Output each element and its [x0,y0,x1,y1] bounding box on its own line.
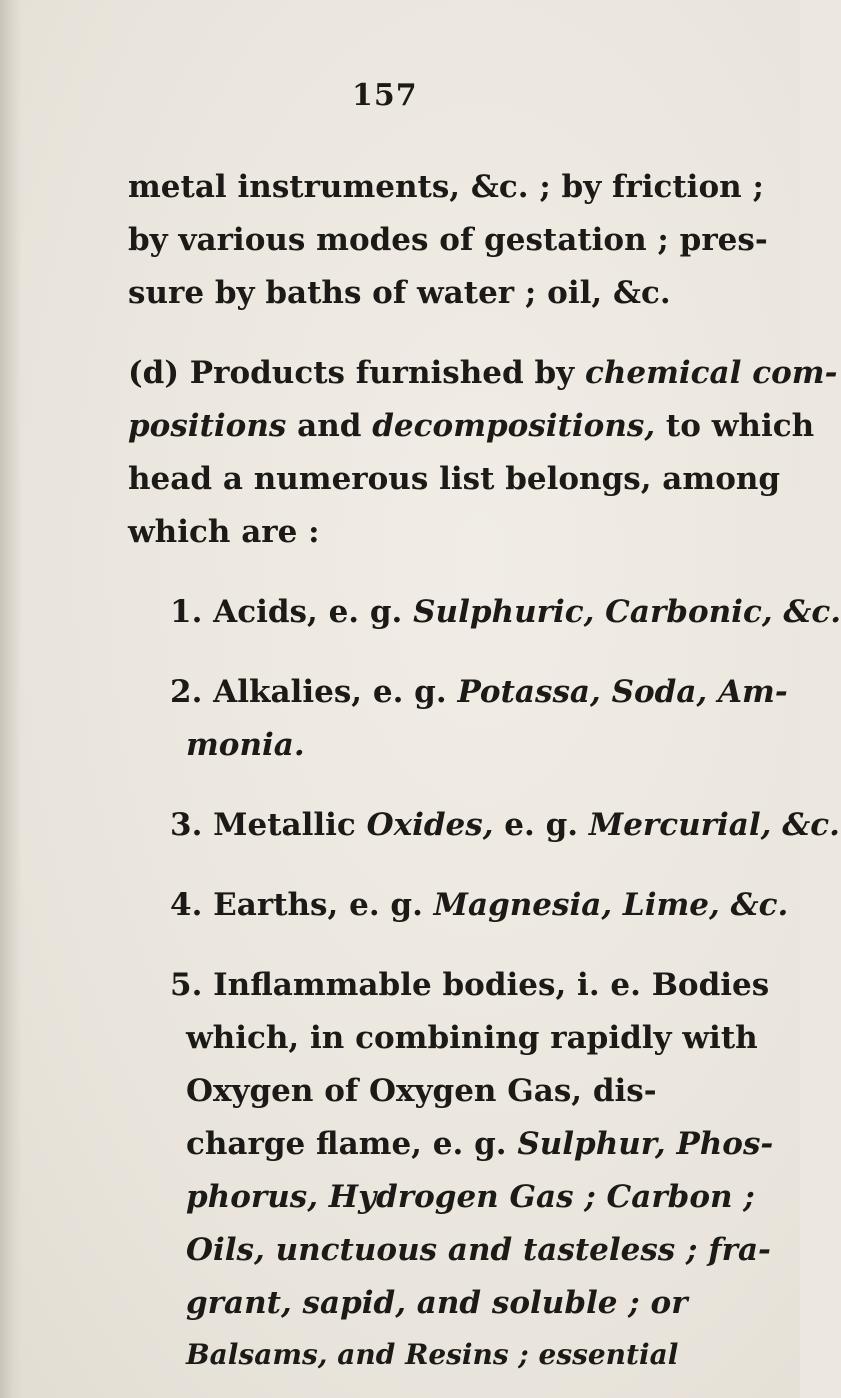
text-run: 3. Metallic [170,807,367,843]
text-line: metal instruments, &c. ; by friction ; [128,169,764,205]
text-line: sure by baths of water ; oil, &c. [128,275,671,311]
text-run: and [286,408,373,444]
italic-run: Potassa, Soda, Am- [457,674,788,710]
italic-run: Mercurial, &c. [588,807,840,843]
text-run: 1. Acids, e. g. [170,594,414,630]
text-run: charge flame, e. g. [186,1126,518,1162]
text-run: to which [655,408,815,444]
italic-run: decompositions, [372,408,656,444]
text-line [186,1126,774,1162]
text-line: by various modes of gestation ; pres- [128,222,768,258]
text-line: Oxygen of Oxygen Gas, dis- [186,1073,657,1109]
list-item-inflammable: 5. Inflammable bodies, i. e. Bodies [170,967,770,1003]
list-item-acids [170,594,841,630]
section-d-line-1 [128,355,838,391]
section-d-line-2 [128,408,815,444]
text-run: 4. Earths, e. g. [170,887,434,923]
text-line: phorus, Hydrogen Gas ; Carbon ; [186,1179,755,1215]
text-line: Oils, unctuous and tasteless ; fra- [186,1232,771,1268]
list-item-oxides [170,807,840,843]
list-item-alkalies [170,674,788,710]
text-run: e. g. [493,807,589,843]
italic-run: Oxides, [366,807,494,843]
text-run: 2. Alkalies, e. g. [170,674,458,710]
page-number: 157 [352,78,418,113]
text-line: head a numerous list belongs, among [128,461,781,497]
page-gutter-shadow [0,0,22,1398]
text-line: Balsams, and Resins ; essential [186,1338,679,1371]
list-item-earths [170,887,789,923]
italic-run: Sulphur, Phos- [517,1126,774,1162]
italic-run: Magnesia, Lime, &c. [433,887,789,923]
italic-run: chemical com- [584,355,838,391]
text-line: which, in combining rapidly with [186,1020,758,1056]
text-line: monia. [186,727,305,763]
text-line: which are : [128,514,320,550]
text-run: (d) Products furnished by [128,355,585,391]
text-line: grant, sapid, and soluble ; or [186,1285,688,1321]
italic-run: positions [128,408,287,444]
italic-run: Sulphuric, Carbonic, &c. [413,594,841,630]
